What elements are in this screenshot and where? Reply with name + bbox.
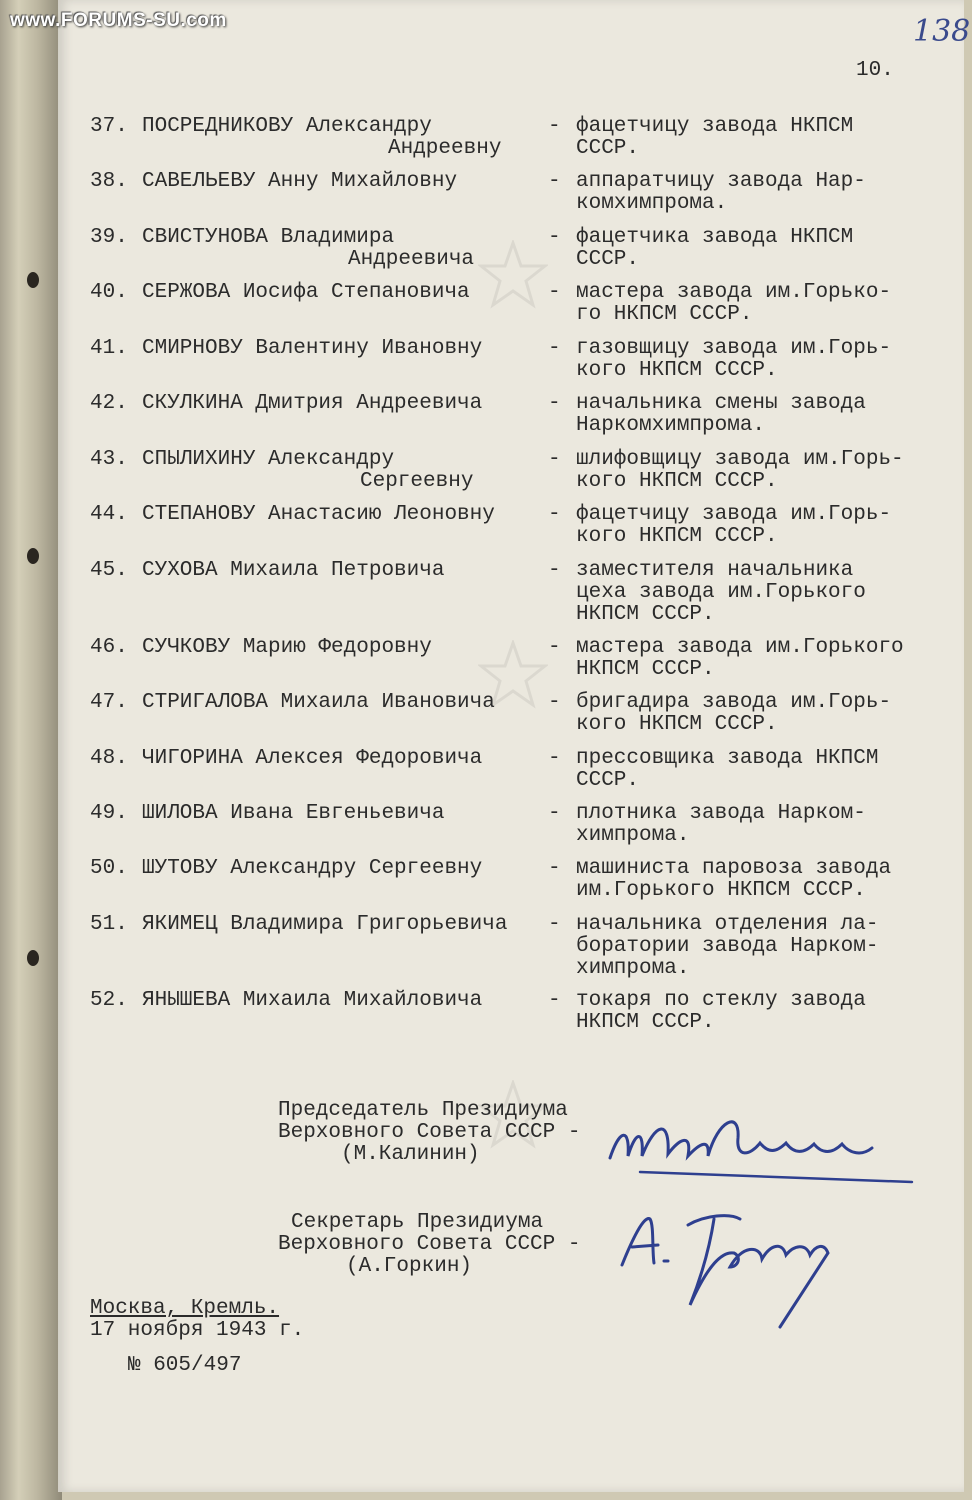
awardee-name: СУЧКОВУ Марию Федоровну: [142, 636, 432, 659]
secretary-name: (А.Горкин): [346, 1255, 473, 1278]
entry-number: 38.: [90, 170, 128, 193]
separator-dash: -: [548, 747, 561, 770]
awardee-position: мастера завода им.Горько-: [576, 281, 892, 304]
awardee-position: НКПСМ СССР.: [576, 1011, 715, 1034]
entry-number: 43.: [90, 448, 128, 471]
separator-dash: -: [548, 559, 561, 582]
chairman-title-line2: Верховного Совета СССР -: [278, 1121, 581, 1144]
document-number: № 605/497: [128, 1354, 242, 1377]
entry-number: 49.: [90, 802, 128, 825]
awardee-name: СМИРНОВУ Валентину Ивановну: [142, 337, 483, 360]
binding-hole: [27, 950, 39, 966]
entry-number: 52.: [90, 989, 128, 1012]
awardee-position: Наркомхимпрома.: [576, 414, 766, 437]
awardee-position: мастера завода им.Горького: [576, 636, 904, 659]
entry-number: 50.: [90, 857, 128, 880]
entry-number: 45.: [90, 559, 128, 582]
separator-dash: -: [548, 503, 561, 526]
binding-hole: [27, 272, 39, 288]
awardee-position: НКПСМ СССР.: [576, 603, 715, 626]
awardee-position: НКПСМ СССР.: [576, 658, 715, 681]
entry-number: 40.: [90, 281, 128, 304]
awardee-position: прессовщика завода НКПСМ: [576, 747, 879, 770]
binding-edge: [0, 0, 62, 1500]
separator-dash: -: [548, 802, 561, 825]
secretary-signature: [610, 1205, 850, 1335]
entry-number: 37.: [90, 115, 128, 138]
awardee-name: СТЕПАНОВУ Анастасию Леоновну: [142, 503, 495, 526]
awardee-name: СВИСТУНОВА Владимира: [142, 226, 395, 249]
awardee-position: кого НКПСМ СССР.: [576, 470, 778, 493]
secretary-block: [278, 1212, 580, 1278]
separator-dash: -: [548, 913, 561, 936]
awardee-position: химпрома.: [576, 824, 690, 847]
entry-number: 39.: [90, 226, 128, 249]
awardee-position: шлифовщицу завода им.Горь-: [576, 448, 904, 471]
awardee-position: кого НКПСМ СССР.: [576, 713, 778, 736]
awardee-position: кого НКПСМ СССР.: [576, 359, 778, 382]
awardee-position: плотника завода Нарком-: [576, 802, 866, 825]
awardee-name-continued: Андреевну: [388, 137, 502, 160]
awardee-name: ПОСРЕДНИКОВУ Александру: [142, 115, 432, 138]
separator-dash: -: [548, 989, 561, 1012]
page-number: 10.: [856, 59, 894, 82]
awardee-position: химпрома.: [576, 957, 690, 980]
separator-dash: -: [548, 636, 561, 659]
place-date-block: [90, 1298, 304, 1342]
awardee-name: ЯНЫШЕВА Михаила Михайловича: [142, 989, 483, 1012]
awardee-name: ШИЛОВА Ивана Евгеньевича: [142, 802, 445, 825]
secretary-title-line2: Верховного Совета СССР -: [278, 1233, 581, 1256]
awardee-position: бригадира завода им.Горь-: [576, 691, 892, 714]
entry-number: 41.: [90, 337, 128, 360]
awardee-name: СУХОВА Михаила Петровича: [142, 559, 445, 582]
awardee-position: го НКПСМ СССР.: [576, 303, 753, 326]
awardee-position: СССР.: [576, 248, 640, 271]
awardee-name-continued: Сергеевну: [360, 470, 474, 493]
chairman-title-line1: Председатель Президиума: [278, 1099, 568, 1122]
awardee-position: машиниста паровоза завода: [576, 857, 892, 880]
awardee-position: фацетчицу завода НКПСМ: [576, 115, 854, 138]
awardee-name: САВЕЛЬЕВУ Анну Михайловну: [142, 170, 458, 193]
awardee-position: им.Горького НКПСМ СССР.: [576, 879, 866, 902]
awardee-name: ШУТОВУ Александру Сергеевну: [142, 857, 483, 880]
place: Москва, Кремль.: [90, 1297, 280, 1320]
secretary-title-line1: Секретарь Президиума: [291, 1211, 544, 1234]
awardee-position: фацетчика завода НКПСМ: [576, 226, 854, 249]
separator-dash: -: [548, 448, 561, 471]
awardee-position: аппаратчицу завода Нар-: [576, 170, 866, 193]
awardee-position: СССР.: [576, 137, 640, 160]
awardee-position: газовщицу завода им.Горь-: [576, 337, 892, 360]
awardee-position: кого НКПСМ СССР.: [576, 525, 778, 548]
entry-number: 46.: [90, 636, 128, 659]
separator-dash: -: [548, 226, 561, 249]
awardee-position: цеха завода им.Горького: [576, 581, 866, 604]
awardee-position: начальника отделения ла-: [576, 913, 879, 936]
separator-dash: -: [548, 115, 561, 138]
awardee-name: ЯКИМЕЦ Владимира Григорьевича: [142, 913, 508, 936]
separator-dash: -: [548, 392, 561, 415]
awardee-name: СТРИГАЛОВА Михаила Ивановича: [142, 691, 495, 714]
entry-number: 42.: [90, 392, 128, 415]
separator-dash: -: [548, 691, 561, 714]
separator-dash: -: [548, 857, 561, 880]
entry-number: 51.: [90, 913, 128, 936]
chairman-block: [278, 1100, 580, 1166]
awardee-position: токаря по стеклу завода: [576, 989, 866, 1012]
chairman-name: (М.Калинин): [341, 1143, 480, 1166]
separator-dash: -: [548, 170, 561, 193]
awardee-position: фацетчицу завода им.Горь-: [576, 503, 892, 526]
awardee-name: СПЫЛИХИНУ Александру: [142, 448, 395, 471]
awardee-position: боратории завода Нарком-: [576, 935, 879, 958]
entry-number: 48.: [90, 747, 128, 770]
awardee-name: СКУЛКИНА Дмитрия Андреевича: [142, 392, 483, 415]
star-watermark-icon: [478, 240, 548, 310]
archive-page-number: 138: [913, 14, 971, 49]
awardee-position: СССР.: [576, 769, 640, 792]
entry-number: 44.: [90, 503, 128, 526]
awardee-name: СЕРЖОВА Иосифа Степановича: [142, 281, 470, 304]
awardee-position: комхимпрома.: [576, 192, 728, 215]
site-watermark: www.FORUMS-SU.com: [10, 10, 227, 31]
awardee-name: ЧИГОРИНА Алексея Федоровича: [142, 747, 483, 770]
entry-number: 47.: [90, 691, 128, 714]
issue-date: 17 ноября 1943 г.: [90, 1319, 305, 1342]
chairman-signature: [600, 1098, 920, 1193]
separator-dash: -: [548, 281, 561, 304]
binding-hole: [27, 548, 39, 564]
awardee-name-continued: Андреевича: [348, 248, 475, 271]
awardee-position: заместителя начальника: [576, 559, 854, 582]
awardee-position: начальника смены завода: [576, 392, 866, 415]
separator-dash: -: [548, 337, 561, 360]
